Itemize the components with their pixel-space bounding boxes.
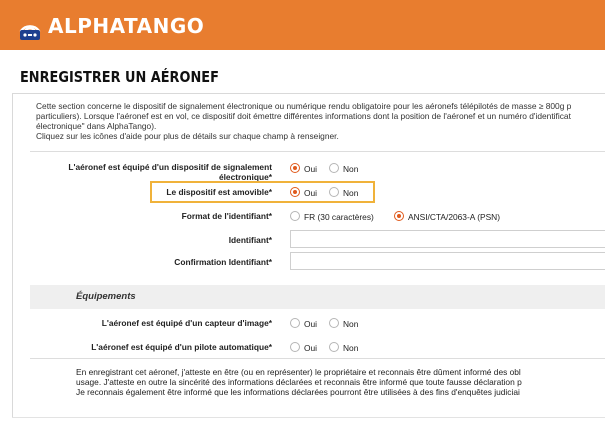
brand-name: ALPHATANGO bbox=[48, 14, 205, 38]
format-fr-label[interactable]: FR (30 caractères) bbox=[304, 212, 374, 222]
equipped-yes-label[interactable]: Oui bbox=[304, 164, 318, 174]
attestation-line: usage. J'atteste en outre la sincérité des informations déclarées et reconnais être informé que toute fausse déclaration p bbox=[76, 377, 522, 387]
format-ansi-label[interactable]: ANSI/CTA/2063-A (PSN) bbox=[408, 212, 500, 222]
removable-label: Le dispositif est amovible* bbox=[166, 187, 272, 197]
removable-no-label[interactable]: Non bbox=[343, 188, 359, 198]
image-sensor-no-label[interactable]: Non bbox=[343, 319, 359, 329]
autopilot-no-label[interactable]: Non bbox=[343, 343, 359, 353]
attestation-line: Je reconnais également être informé que les informations déclarées pourront être utilisées à des fins d'enquêtes judiciai bbox=[76, 387, 520, 397]
removable-no-radio[interactable] bbox=[329, 187, 339, 197]
identifier-label: Identifiant* bbox=[228, 235, 272, 245]
removable-yes-radio[interactable] bbox=[290, 187, 300, 197]
equipped-no-label[interactable]: Non bbox=[343, 164, 359, 174]
equipped-label: L'aéronef est équipé d'un dispositif de signalement électronique* bbox=[68, 162, 272, 182]
image-sensor-label: L'aéronef est équipé d'un capteur d'image* bbox=[101, 318, 272, 328]
autopilot-yes-label[interactable]: Oui bbox=[304, 343, 318, 353]
attestation-text bbox=[76, 367, 522, 397]
equipment-section-title: Équipements bbox=[76, 291, 136, 302]
equipped-no-radio[interactable] bbox=[329, 163, 339, 173]
intro-line: Cette section concerne le dispositif de signalement électronique ou numérique rendu obligatoire pour les aéronefs télépilotés de masse ≥ 800g p bbox=[36, 101, 572, 111]
removable-yes-label[interactable]: Oui bbox=[304, 188, 318, 198]
autopilot-yes-radio[interactable] bbox=[290, 342, 300, 352]
app-header bbox=[0, 0, 605, 50]
panel-bottom-border bbox=[12, 417, 605, 418]
brand-logo[interactable] bbox=[14, 11, 204, 41]
attestation-line: En enregistrant cet aéronef, j'atteste en être (ou en représenter) le propriétaire et reconnais être dûment informé des obl bbox=[76, 367, 521, 377]
autopilot-label: L'aéronef est équipé d'un pilote automatique* bbox=[91, 342, 272, 352]
identifier-confirm-input[interactable] bbox=[290, 252, 605, 270]
intro-line: Cliquez sur les icônes d'aide pour plus de détails sur chaque champ à renseigner. bbox=[36, 131, 339, 141]
divider bbox=[30, 358, 605, 359]
page-title: ENREGISTRER UN AÉRONEF bbox=[20, 68, 219, 86]
image-sensor-yes-radio[interactable] bbox=[290, 318, 300, 328]
id-format-label: Format de l'identifiant* bbox=[181, 211, 272, 221]
identifier-confirm-label: Confirmation Identifiant* bbox=[174, 257, 272, 267]
equipped-yes-radio[interactable] bbox=[290, 163, 300, 173]
identifier-input[interactable] bbox=[290, 230, 605, 248]
format-ansi-radio[interactable] bbox=[394, 211, 404, 221]
intro-text bbox=[36, 101, 605, 141]
autopilot-no-radio[interactable] bbox=[329, 342, 339, 352]
intro-line: particuliers). Lorsque l'aéronef est en vol, ce dispositif doit émettre différentes informations dont la position de l'aéronef et un numéro d'identificat bbox=[36, 111, 571, 121]
intro-line: électronique" dans AlphaTango). bbox=[36, 121, 157, 131]
radio-transmitter-icon bbox=[14, 11, 46, 41]
format-fr-radio[interactable] bbox=[290, 211, 300, 221]
divider bbox=[30, 151, 605, 152]
image-sensor-yes-label[interactable]: Oui bbox=[304, 319, 318, 329]
image-sensor-no-radio[interactable] bbox=[329, 318, 339, 328]
